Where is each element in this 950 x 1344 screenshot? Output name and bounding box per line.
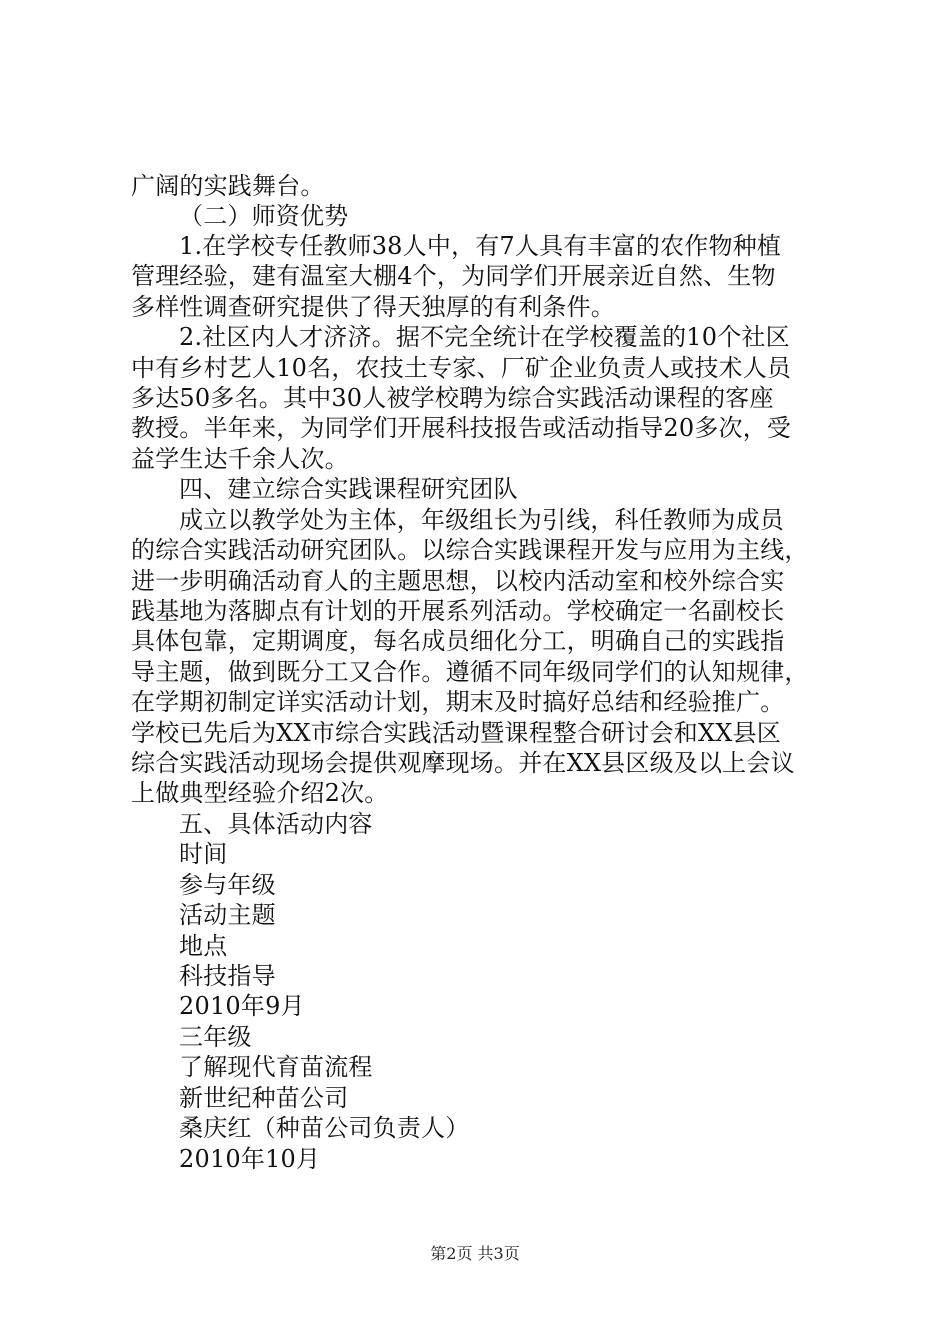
body-text-line: 2.社区内人才济济。据不完全统计在学校覆盖的10个社区 [179,323,790,351]
body-text-line: 多样性调查研究提供了得天独厚的有利条件。 [131,293,615,321]
table-cell-text: 桑庆红（种苗公司负责人） [179,1114,470,1142]
section-heading: 五、具体活动内容 [179,810,373,838]
body-text-line: 1.在学校专任教师38人中，有7人具有丰富的农作物种植 [179,232,782,260]
body-text-line: 教授。半年来，为同学们开展科技报告或活动指导20多次，受 [131,414,792,442]
body-text-line: 成立以教学处为主体，年级组长为引线，科任教师为成员 [179,506,784,534]
section-heading: 四、建立综合实践课程研究团队 [179,475,518,503]
table-cell-text: 活动主题 [179,901,276,929]
table-cell-text: 2010年10月 [179,1145,321,1173]
table-cell-text: 参与年级 [179,871,276,899]
body-text-line: 在学期初制定详实活动计划，期末及时搞好总结和经验推广。 [131,688,785,716]
body-text-line: 广阔的实践舞台。 [131,172,325,200]
body-text-line: 进一步明确活动育人的主题思想，以校内活动室和校外综合实 [131,567,785,595]
body-text-line: 导主题，做到既分工又合作。遵循不同年级同学们的认知规律， [131,658,809,686]
table-cell-text: 科技指导 [179,962,276,990]
body-text-line: 益学生达千余人次。 [131,445,349,473]
table-cell-text: 2010年9月 [179,992,305,1020]
body-text-line: 践基地为落脚点有计划的开展系列活动。学校确定一名副校长 [131,597,785,625]
body-text-line: 的综合实践活动研究团队。以综合实践课程开发与应用为主线， [131,536,809,564]
page-indicator: 第2页 共3页 [430,1244,520,1263]
body-text-line: 具体包靠，定期调度，每名成员细化分工，明确自己的实践指 [131,627,785,655]
table-cell-text: 三年级 [179,1023,252,1051]
table-cell-text: 新世纪种苗公司 [179,1084,349,1112]
section-heading: （二）师资优势 [179,202,349,230]
table-cell-text: 时间 [179,840,228,868]
page-footer [0,1244,950,1264]
body-text-line: 综合实践活动现场会提供观摩现场。并在XX县区级及以上会议 [131,749,795,777]
body-text-line: 中有乡村艺人10名，农技土专家、厂矿企业负责人或技术人员 [131,354,792,382]
body-text-line: 管理经验，建有温室大棚4个，为同学们开展亲近自然、生物 [131,262,776,290]
body-text-line: 多达50多名。其中30人被学校聘为综合实践活动课程的客座 [131,384,774,412]
body-text-line: 学校已先后为XX市综合实践活动暨课程整合研讨会和XX县区 [131,719,781,747]
body-text-line: 上做典型经验介绍2次。 [131,779,389,807]
table-cell-text: 地点 [179,932,228,960]
table-cell-text: 了解现代育苗流程 [179,1053,373,1081]
